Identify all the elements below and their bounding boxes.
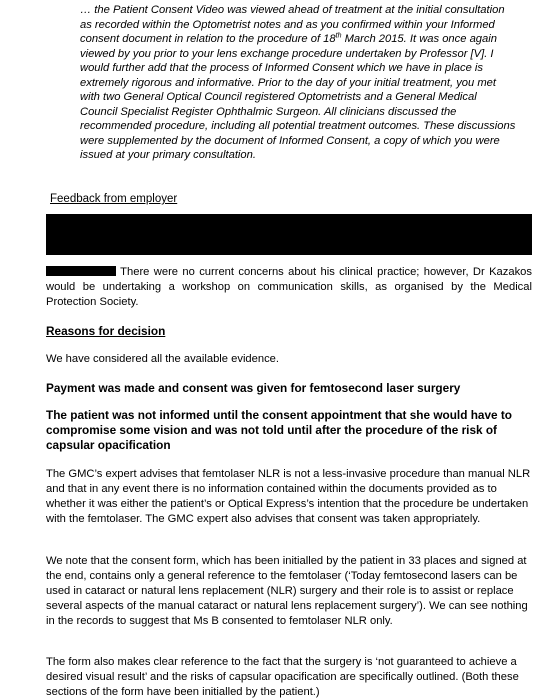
- paragraph-consent-form: We note that the consent form, which has been initialled by the patient in 33 places and signed at the end, contains only a general reference to the femtolaser (‘Today femtosecond lasers can be used in cataract or natural lens replacement (NLR) surgery and their role is to assist or replace several aspects of the manual cataract or natural lens replacement surgery’). We can see nothing in the records to suggest that Ms B consented to femtolaser NLR only.: [46, 555, 528, 627]
- quote-text-part1: … the Patient Consent Video was viewed ahead of treatment at the initial consultation as recorded within the Optometrist notes and as you confirmed within your Informed consent document in relation to the procedure of 18: [80, 4, 505, 45]
- quoted-letter-excerpt: [80, 3, 516, 163]
- redaction-inline: [46, 266, 116, 276]
- quote-superscript: th: [335, 32, 342, 40]
- reasons-intro: We have considered all the available evidence.: [46, 353, 280, 365]
- paragraph-form-reference: The form also makes clear reference to the fact that the surgery is ‘not guaranteed to achieve a desired visual result’ and the risks of capsular opacification are specifically outlined. (Both these sections of the form have been initialled by the patient.): [46, 656, 519, 698]
- feedback-heading: Feedback from employer: [50, 193, 178, 205]
- reasons-heading: Reasons for decision: [46, 324, 166, 338]
- employer-feedback-body: There were no current concerns about his clinical practice; however, Dr Kazakos would be undertaking a workshop on communication skills, as organised by the Medical Protection Society.: [46, 266, 533, 308]
- subheading-patient-not-informed: The patient was not informed until the consent appointment that she would have to compromise some vision and was not told until after the procedure of the risk of capsular opacification: [46, 408, 512, 452]
- paragraph-gmc-expert: The GMC’s expert advises that femtolaser NLR is not a less-invasive procedure than manual NLR and that in any event there is no information contained within the documents provided as to whether it was either the patient’s or Optical Express’s intention that the procedure be undertaken with the femtolaser. The GMC expert also advises that consent was taken appropriately.: [46, 468, 531, 525]
- employer-feedback-text: [46, 265, 532, 310]
- subheading-payment-consent: Payment was made and consent was given for femtosecond laser surgery: [46, 381, 461, 395]
- quote-text-part2: March 2015. It was once again viewed by you prior to your lens exchange procedure undertaken by Professor [V]. I would further add that the process of Informed Consent which we have in place is extremely rigorous and informative. Prior to the day of your initial treatment, you met with two General Optical Council registered Optometrists and a General Medical Council Specialist Register Ophthalmic Surgeon. All clinicians discussed the recommended procedure, including all potential treatment outcomes. These discussions were supplemented by the document of Informed Consent, a copy of which you were issued at your primary consultation.: [80, 33, 516, 161]
- redaction-block: [46, 214, 532, 255]
